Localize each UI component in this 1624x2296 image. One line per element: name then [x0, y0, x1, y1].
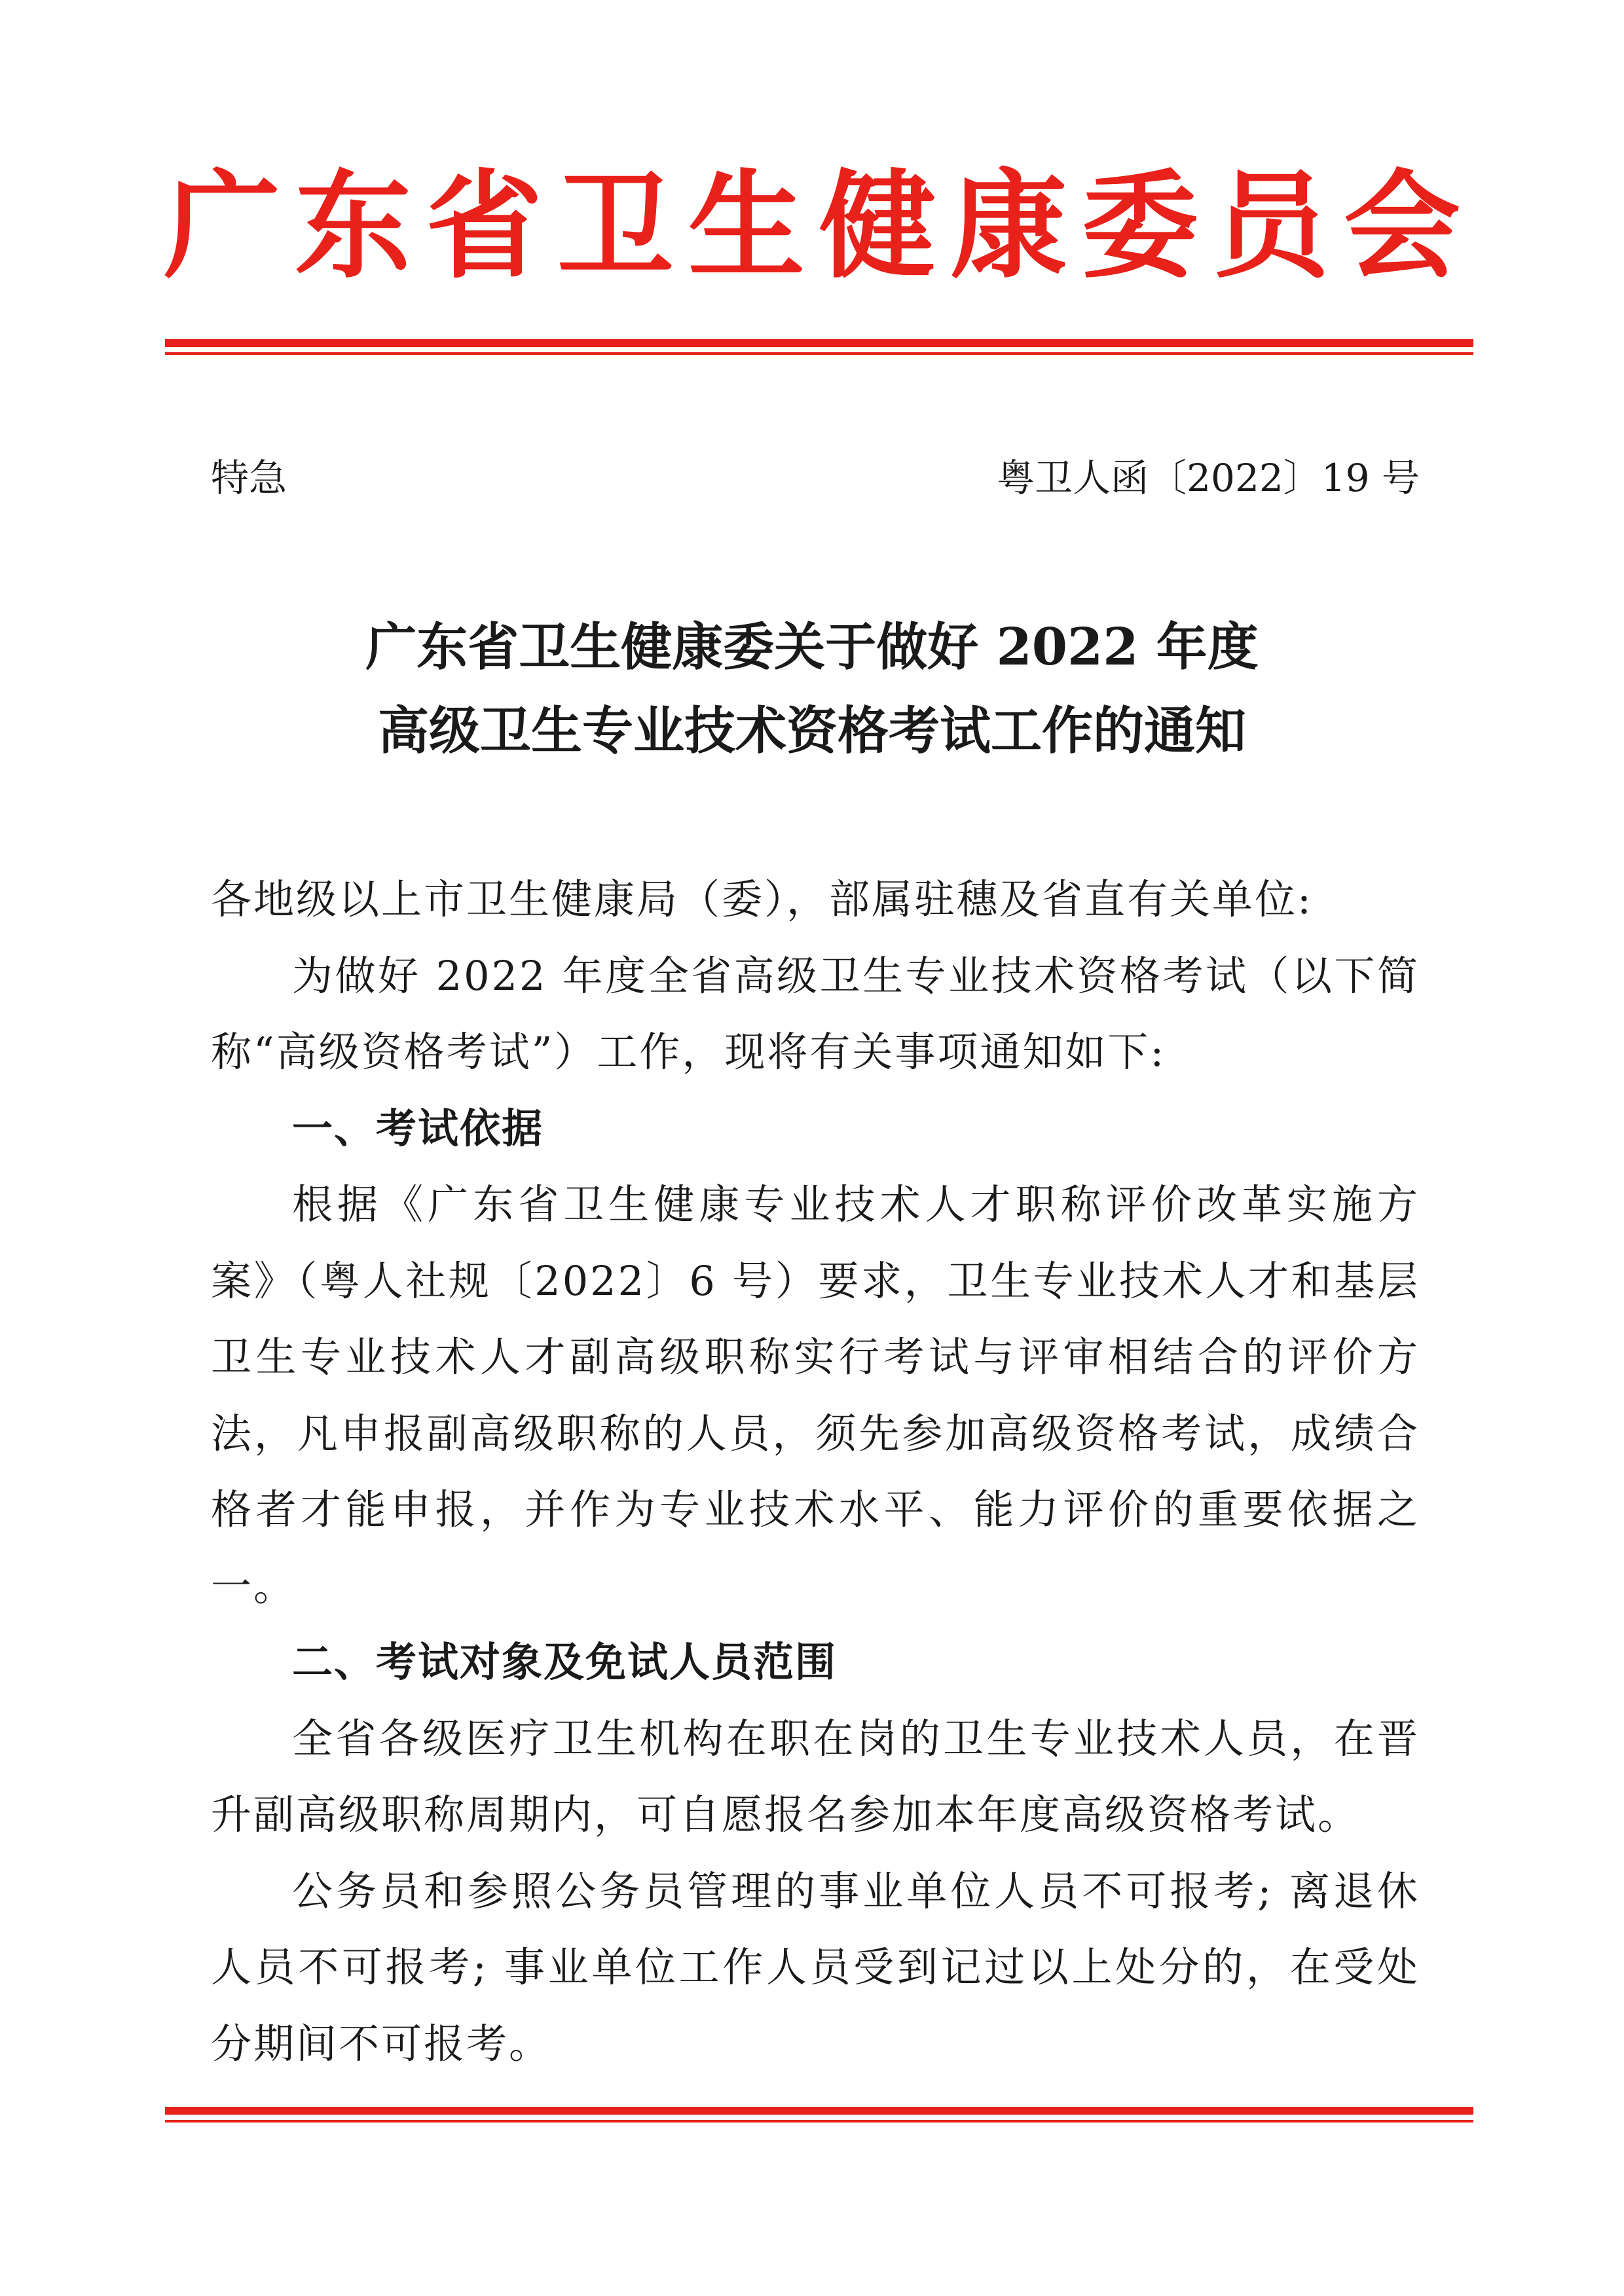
section-2-paragraph-2: 公务员和参照公务员管理的事业单位人员不可报考; 离退休人员不可报考; 事业单位工作人员受到记过以上处分的，在受处分期间不可报考。 [211, 1867, 1420, 2068]
masthead-char: 健 [819, 157, 936, 294]
masthead-char: 广 [164, 157, 280, 294]
masthead-char: 康 [950, 157, 1067, 294]
rule-thick-line [165, 2107, 1473, 2115]
header-red-rule [165, 339, 1473, 355]
issuer-masthead [164, 157, 1460, 295]
document-body [211, 862, 1420, 2082]
masthead-char: 东 [295, 157, 412, 294]
masthead-char: 员 [1212, 157, 1329, 294]
salutation: 各地级以上市卫生健康局（委），部属驻穗及省直有关单位: [211, 875, 1313, 923]
document-meta-row [211, 452, 1420, 504]
title-line-2: 高级卫生专业技术资格考试工作的通知 [377, 701, 1246, 761]
intro-paragraph: 为做好 2022 年度全省高级卫生专业技术资格考试（以下简称“高级资格考试”）工作，现将有关事项通知如下: [211, 951, 1420, 1076]
footer-red-rule [165, 2107, 1473, 2123]
urgency-label: 特急 [211, 456, 287, 500]
masthead-char: 卫 [557, 157, 674, 294]
masthead-char: 生 [688, 157, 805, 294]
document-number: 粤卫人函〔2022〕19 号 [997, 456, 1420, 500]
rule-thin-line [165, 352, 1473, 355]
rule-thin-line [165, 2120, 1473, 2123]
section-2-heading: 二、考试对象及免试人员范围 [292, 1638, 838, 1686]
masthead-char: 会 [1343, 157, 1460, 294]
masthead-char: 省 [426, 157, 543, 294]
rule-thick-line [165, 339, 1473, 347]
section-2-paragraph-1: 全省各级医疗卫生机构在职在岗的卫生专业技术人员，在晋升副高级职称周期内，可自愿报名参加本年度高级资格考试。 [211, 1714, 1420, 1838]
section-1-paragraph: 根据《广东省卫生健康专业技术人才职称评价改革实施方案》（粤人社规〔2022〕6 号）要求，卫生专业技术人才和基层卫生专业技术人才副高级职称实行考试与评审相结合的评价方法，凡申报副高级职称的人员，须先参加高级资格考试，成绩合格者才能申报，并作为专业技术水平、能力评价的重要依据之一。 [211, 1180, 1420, 1610]
masthead-char: 委 [1081, 157, 1198, 294]
section-1-heading: 一、考试依据 [292, 1104, 544, 1152]
document-title [164, 606, 1460, 773]
title-line-1: 广东省卫生健康委关于做好 2022 年度 [365, 617, 1259, 677]
